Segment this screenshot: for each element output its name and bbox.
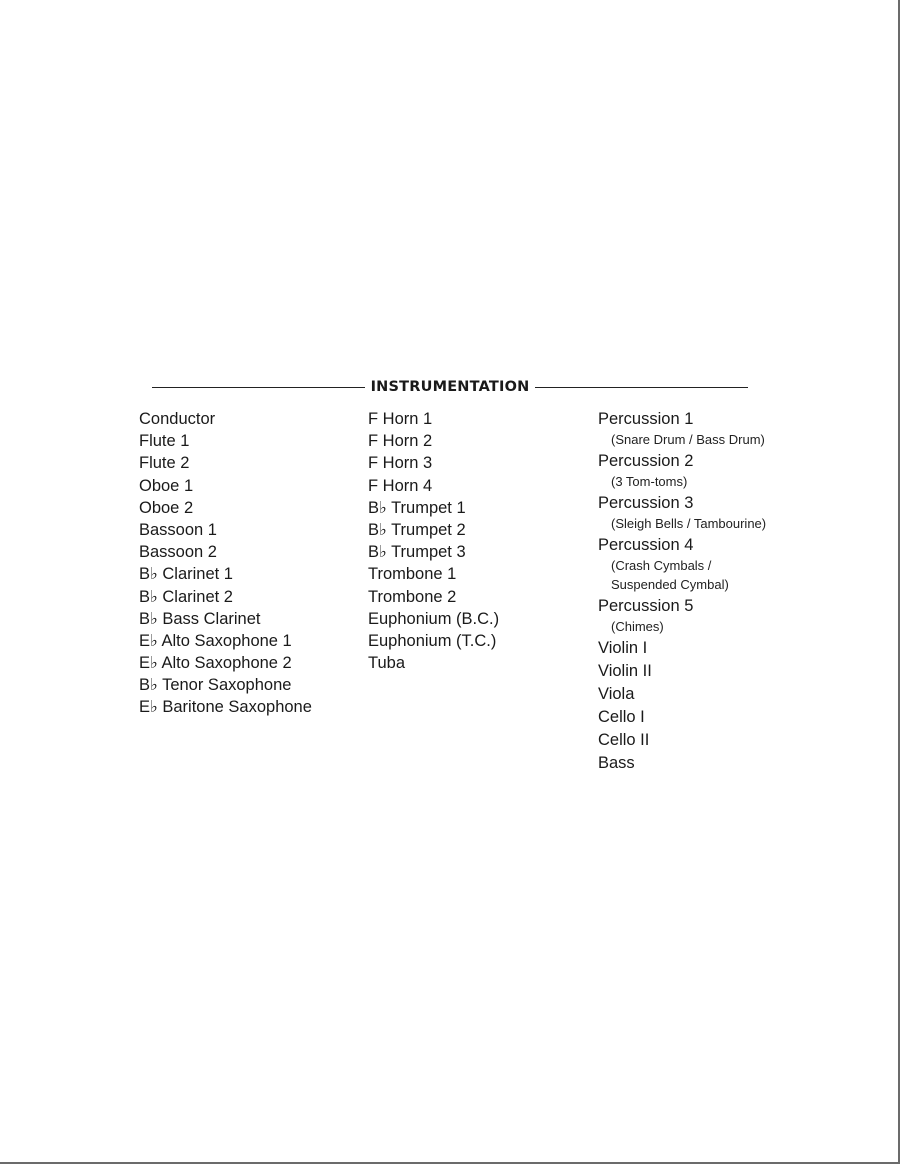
instrument-part — [598, 660, 766, 682]
instrument-item: Percussion 1 — [598, 410, 694, 428]
instrument-item: Bassoon 1 — [139, 520, 217, 539]
instrument-note: (Crash Cymbals / — [611, 558, 712, 573]
instrument-part — [598, 492, 766, 533]
instrument-part — [598, 595, 766, 636]
heading-rule-left — [152, 387, 365, 388]
instrument-item: E♭ Alto Saxophone 1 — [139, 631, 292, 650]
instrument-column-left — [139, 408, 312, 719]
instrument-part — [598, 729, 766, 751]
instrument-item: F Horn 2 — [368, 432, 433, 451]
instrument-item: Euphonium (T.C.) — [368, 631, 497, 650]
instrument-note: (Snare Drum / Bass Drum) — [611, 432, 765, 447]
heading-rule-right — [535, 387, 748, 388]
instrument-item: Conductor — [139, 410, 216, 428]
heading-title: INSTRUMENTATION — [370, 379, 530, 395]
instrument-item: Flute 2 — [139, 454, 190, 473]
instrument-column-middle — [368, 408, 499, 674]
section-heading — [152, 376, 748, 398]
instrument-item: E♭ Baritone Saxophone — [139, 698, 312, 717]
instrument-item: Bass — [598, 754, 635, 772]
instrument-part — [598, 706, 766, 728]
instrument-item: B♭ Tenor Saxophone — [139, 676, 292, 695]
instrument-item: Oboe 1 — [139, 476, 194, 495]
instrument-item: Flute 1 — [139, 432, 190, 451]
instrument-item: E♭ Alto Saxophone 2 — [139, 654, 292, 673]
instrument-item: Bassoon 2 — [139, 543, 217, 562]
instrument-item: Percussion 5 — [598, 597, 694, 615]
instrument-item: B♭ Clarinet 1 — [139, 565, 233, 584]
instrument-note: (Sleigh Bells / Tambourine) — [611, 516, 767, 531]
instrument-item: Viola — [598, 685, 635, 703]
instrument-item: Euphonium (B.C.) — [368, 609, 500, 628]
instrument-part — [598, 637, 766, 659]
instrument-part — [598, 683, 766, 705]
instrument-item: F Horn 4 — [368, 476, 433, 495]
instrument-item: Percussion 3 — [598, 494, 694, 512]
instrument-item: F Horn 3 — [368, 454, 433, 473]
instrument-item: Violin II — [598, 662, 652, 680]
instrument-item: Cello I — [598, 708, 645, 726]
instrument-item: Tuba — [368, 654, 405, 673]
instrument-note: (3 Tom-toms) — [611, 474, 688, 489]
instrument-item: Trombone 1 — [368, 565, 457, 584]
instrument-item: Oboe 2 — [139, 498, 194, 517]
instrument-part — [598, 752, 766, 774]
instrument-item: Violin I — [598, 639, 648, 657]
instrument-item: Trombone 2 — [368, 587, 457, 606]
instrument-item: Percussion 2 — [598, 452, 694, 470]
instrument-item: F Horn 1 — [368, 410, 433, 428]
instrument-item: B♭ Clarinet 2 — [139, 587, 233, 606]
instrument-item: Percussion 4 — [598, 536, 694, 554]
instrument-item: B♭ Trumpet 1 — [368, 498, 466, 517]
instrument-note: Suspended Cymbal) — [611, 577, 729, 592]
instrument-part — [598, 408, 766, 449]
instrument-part — [598, 450, 766, 491]
instrument-item: B♭ Trumpet 3 — [368, 543, 466, 562]
instrument-column-right — [598, 408, 766, 775]
instrument-item: B♭ Bass Clarinet — [139, 609, 261, 628]
instrument-item: Cello II — [598, 731, 650, 749]
instrument-item: B♭ Trumpet 2 — [368, 520, 466, 539]
instrument-note: (Chimes) — [611, 619, 664, 634]
instrument-part — [598, 534, 766, 594]
